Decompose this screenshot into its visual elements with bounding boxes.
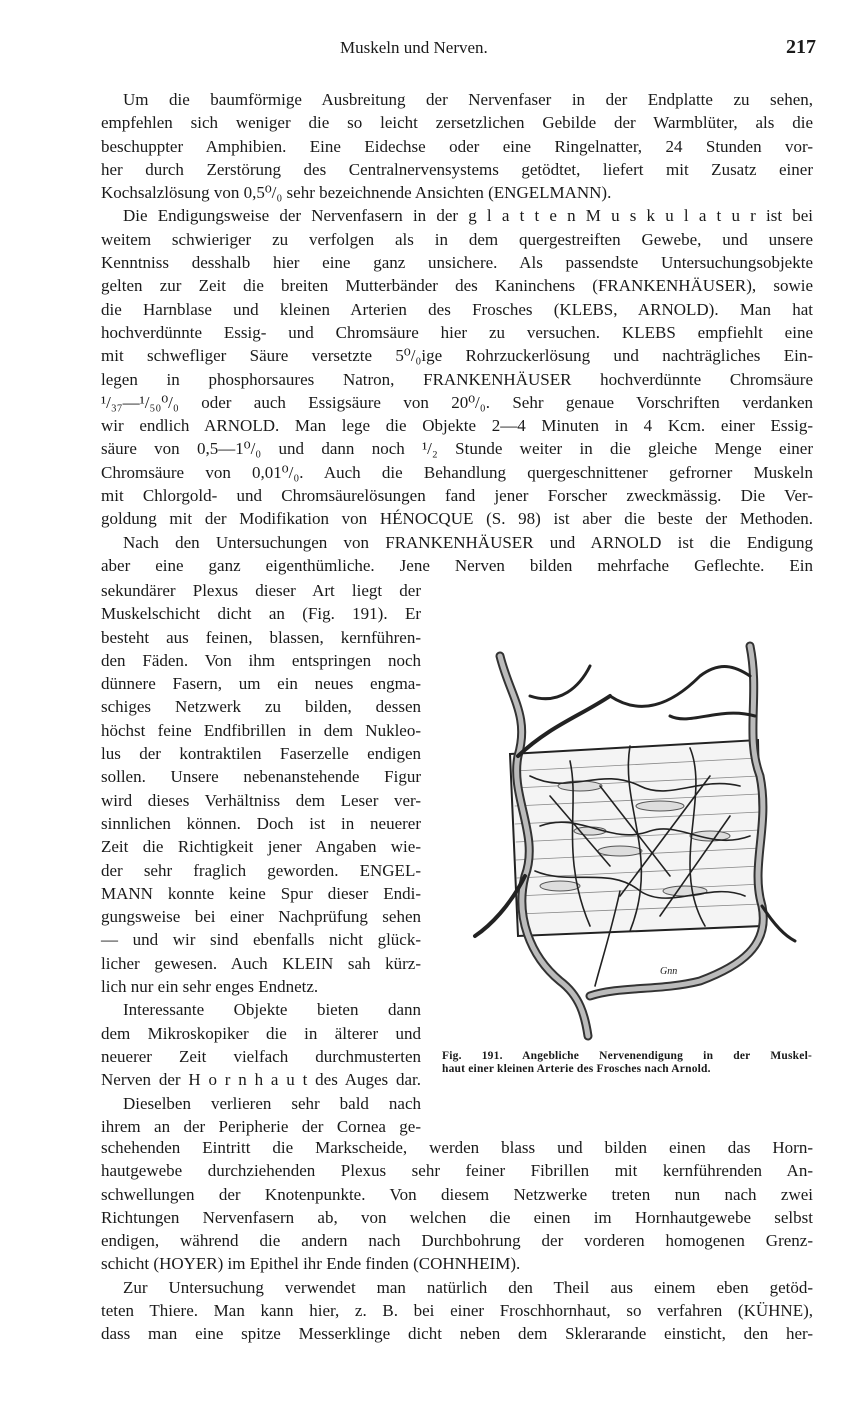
running-title: Muskeln und Nerven. [340,38,488,57]
text-line: licher gewesen. Auch KLEIN sah kürz- [101,953,421,973]
text-line: Kochsalzlösung von 0,5⁰/₀ sehr bezeichnende Ansichten (ENGELMANN). [101,183,612,203]
text-line: endigen, während die andern nach Durchbohrung der vorderen homogenen Grenz- [101,1231,813,1251]
text-line: ihrem an der Peripherie der Cornea ge- [101,1116,421,1136]
figure-caption [442,1050,812,1076]
text-block-upper [101,88,813,577]
text-line: Interessante Objekte bieten dann [123,1000,421,1020]
text-block-beside-figure [101,579,421,1138]
text-line: besteht aus feinen, blassen, kernführen- [101,627,421,647]
text-line: säure von 0,5—1⁰/₀ und dann noch ¹/₂ Stunde weiter in die gleiche Menge einer [101,439,813,459]
figure-191-illustration [470,636,800,1046]
text-line: Nach den Untersuchungen von FRANKENHÄUSER und ARNOLD ist die Endigung [123,532,813,552]
text-line: höchst feine Endfibrillen in dem Nukleo- [101,720,421,740]
text-line: gungsweise bei einer Nachprüfung sehen [101,907,421,927]
text-line: hautgewebe durchziehenden Plexus sehr feiner Fibrillen mit kernführenden An- [101,1161,813,1181]
text-line: Die Endigungsweise der Nervenfasern in der g l a t t e n M u s k u l a t u r ist bei [123,206,813,226]
text-line: gelten zur Zeit die breiten Mutterbänder des Kaninchens (FRANKENHÄUSER), sowie [101,276,813,296]
text-line: Chromsäure von 0,01⁰/₀. Auch die Behandlung quergeschnittener gefrorner Muskeln [101,462,813,482]
text-line: lus der kontraktilen Faserzelle endigen [101,744,421,764]
text-line: teten Thiere. Man kann hier, z. B. bei einer Froschhornhaut, so verfahren (KÜHNE), [101,1301,813,1321]
text-line: dünnere Fasern, um ein neues engma- [101,674,421,694]
text-line: hochverdünnte Essig- und Chromsäure hier zu versuchen. KLEBS empfiehlt eine [101,322,813,342]
text-line: wir endlich ARNOLD. Man lege die Objekte 2—4 Minuten in 4 Kcm. einer Essig- [101,416,813,436]
text-line: sinnlichen können. Doch ist in neuerer [101,813,421,833]
text-line: wird dieses Verhältniss dem Leser ver- [101,790,421,810]
text-line: lich nur ein sehr enges Endnetz. [101,977,319,997]
text-line: Dieselben verlieren sehr bald nach [123,1093,421,1113]
text-line: Kenntniss desshalb hier eine ganz unsichere. Als passendste Untersuchungsobjekte [101,253,813,273]
text-block-lower [101,1136,813,1346]
text-line: Um die baumförmige Ausbreitung der Nervenfaser in der Endplatte zu sehen, [123,90,813,109]
caption-line: haut einer kleinen Arterie des Frosches nach Arnold. [442,1063,711,1075]
text-line: — und wir sind ebenfalls nicht glück- [101,930,421,950]
text-line: mit schwefliger Säure versetzte 5⁰/₀ige Rohrzuckerlösung und nachträgliches Ein- [101,346,813,366]
text-line: empfehlen sich weniger die so leicht zersetzlichen Gebilde der Warmblüter, als die [101,113,813,133]
text-line: die Harnblase und kleinen Arterien des Frosches (KLEBS, ARNOLD). Man hat [101,299,813,319]
text-line: neuerer Zeit vielfach durchmusterten [101,1046,421,1066]
text-line: schiges Netzwerk zu bilden, dessen [101,697,421,717]
text-line: Muskelschicht dicht an (Fig. 191). Er [101,604,421,624]
text-line: Richtungen Nervenfasern ab, von welchen die einen im Hornhautgewebe selbst [101,1207,813,1227]
page-number: 217 [786,36,816,58]
text-line: beschuppter Amphibien. Eine Eidechse oder eine Ringelnatter, 24 Stunden vor- [101,136,813,156]
page-header [0,38,860,62]
text-line: goldung mit der Modifikation von HÉNOCQUE (S. 98) ist aber die beste der Methoden. [101,509,813,529]
text-line: der sehr fraglich geworden. ENGEL- [101,860,421,880]
caption-line: Fig. 191. Angebliche Nervenendigung in der Muskel- [442,1050,812,1062]
nerve-plexus-drawing [470,636,800,1046]
text-line: weitem schwieriger zu verfolgen als in dem quergestreiften Gewebe, und unsere [101,229,813,249]
artist-signature: Gnn [660,966,678,977]
text-line: Nerven der H o r n h a u t des Auges dar. [101,1070,421,1090]
text-line: aber eine ganz eigenthümliche. Jene Nerven bilden mehrfache Geflechte. Ein [101,555,813,575]
text-line: schwellungen der Knotenpunkte. Von diesem Netzwerke treten nun nach zwei [101,1184,813,1204]
text-line: Zur Untersuchung verwendet man natürlich den Theil aus einem eben getöd- [123,1277,813,1297]
text-line: Zeit die Richtigkeit jener Angaben wie- [101,837,421,857]
text-line: mit Chlorgold- und Chromsäurelösungen fand jener Forscher zweckmässig. Die Ver- [101,486,813,506]
text-line: ¹/₃₇—¹/₅₀⁰/₀ oder auch Essigsäure von 20⁰/₀. Sehr genaue Vorschriften verdanken [101,392,813,412]
text-line: MANN konnte keine Spur dieser Endi- [101,883,421,903]
text-line: schehenden Eintritt die Markscheide, werden blass und bilden einen das Horn- [101,1138,813,1157]
text-line: schicht (HOYER) im Epithel ihr Ende finden (COHNHEIM). [101,1254,521,1274]
text-line: dem Mikroskopiker die in älterer und [101,1023,421,1043]
text-line: sollen. Unsere nebenanstehende Figur [101,767,421,787]
text-line: legen in phosphorsaures Natron, FRANKENHÄUSER hochverdünnte Chromsäure [101,369,813,389]
text-line: her durch Zerstörung des Centralnervensystems getödtet, liefert mit Zusatz einer [101,159,813,179]
text-line: den Fäden. Von ihm entspringen noch [101,650,421,670]
text-line: dass man eine spitze Messerklinge dicht neben dem Sklerarande einsticht, den her- [101,1324,813,1344]
text-line: sekundärer Plexus dieser Art liegt der [101,581,421,600]
